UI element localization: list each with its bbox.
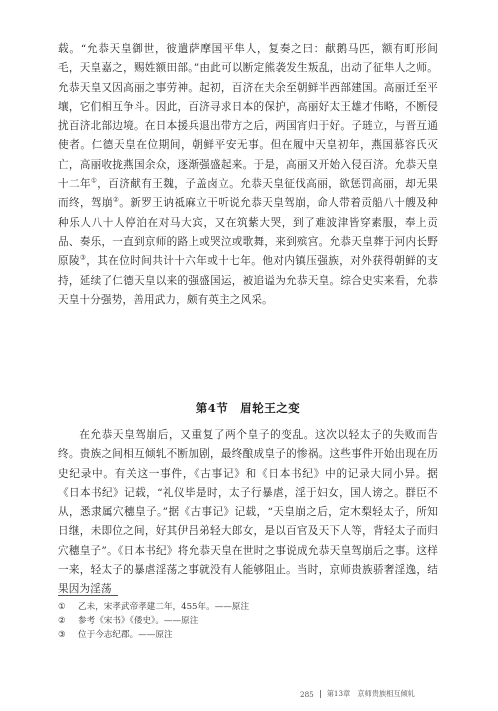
footnote-item <box>58 614 438 628</box>
body-paragraph-section <box>58 426 438 600</box>
page-number: 285 <box>300 689 314 699</box>
footnote-text: 参考《宋书》《倭史》。——原注 <box>78 616 199 627</box>
paragraph-text: ，其在位时间共计十六年或十七年。他对内镇压强族，对外获得朝鲜的支持，延续了仁德天皇以来的强盛国运，被追谥为允恭天皇。综合史实来看，允恭天皇十分强势，善用武力，颇有英主之风采。 <box>58 255 438 306</box>
footnote-mark: ② <box>58 616 66 627</box>
paragraph-text: ，百济献有王魏，子盖卤立。允恭天皇征伐高丽，欲惩罚高丽，却无果而终，驾崩 <box>58 178 438 210</box>
paragraph-text: 载。“允恭天皇御世，彼遣萨摩国平隼人，复奏之曰：献鹅马匹，额有町形间毛，天皇嘉之，赐姓额田部。”由此可以断定熊袭发生叛乱，出动了征隼人之师。允恭天皇又因高丽之事劳神。起初，百济在夫余至朝鲜半西部建国。高丽迁至平壤，它们相互争斗。因此，百济寻求日本的保护，高丽好太王雄才伟略，不断侵扰百济北部边境。在日本援兵退出带方之后，两国宵归于好。子琏立，与晋互通使者。仁德天皇在位期间，朝鲜平安无事。但在履中天皇初年，燕国慕容氏灭亡，高丽收拢燕国余众，逐渐强盛起来。于是，高丽又开始入侵百济。允恭天皇十二年 <box>58 43 438 191</box>
footnote-mark: ③ <box>58 630 66 641</box>
footer-separator <box>320 690 321 698</box>
footnote-item <box>58 628 438 642</box>
footnote-divider <box>58 595 118 596</box>
paragraph-text: 在允恭天皇驾崩后，又重复了两个皇子的变乱。这次以轻太子的失败而告终。贵族之间相互倾轧不断加剧，最终酿成皇子的惨祸。这些事件开始出现在历史纪录中。有关这一事件，《古事记》和《日本书纪》中的记录大同小异。据《日本书纪》记载，“礼仪毕是时，太子行暴虐，淫于妇女，国人谤之。群臣不从，悉隶属穴穗皇子。”据《古事记》记载，“天皇崩之后，定木梨轻太子，所知日继，未即位之间，好其伊吕弟轻大郎女，是以百官及天下人等，背轻太子而归穴穗皇子”。《日本书纪》将允恭天皇在世时之事说成允恭天皇驾崩后之事。这样一来，轻太子的暴虐淫荡之事就没有人能够阻止。当时，京师贵族骄奢淫逸，结果因为淫荡 <box>58 429 438 596</box>
footnote-ref-3[interactable]: ③ <box>80 253 87 262</box>
footnote-ref-1[interactable]: ① <box>91 176 98 185</box>
footnote-list <box>58 600 438 643</box>
footnote-text: 乙未，宋孝武帝孝建二年，455年。——原注 <box>78 602 250 612</box>
body-paragraph-top <box>58 40 438 310</box>
page-footer <box>300 689 450 699</box>
paragraph-text: 。新罗王讷祗麻立干听说允恭天皇驾崩，命人带着贡船八十艘及种种乐人八十人停泊在对马大宾，又在筑紫大哭，到了难波津皆穿素服，奉上贡品、奏乐，一直到京师的路上或哭泣或歌舞，来到殡宫。允恭天皇葬于河内长野原陵 <box>58 197 438 268</box>
section-heading: 第4节 眉轮王之变 <box>195 401 301 415</box>
footnote-ref-2[interactable]: ② <box>113 195 120 204</box>
footnote-item <box>58 600 438 614</box>
footnote-text: 位于今志纪郡。——原注 <box>78 630 173 641</box>
footnote-mark: ① <box>58 602 66 612</box>
chapter-title: 第13章 京师贵族相互倾轧 <box>326 689 415 698</box>
